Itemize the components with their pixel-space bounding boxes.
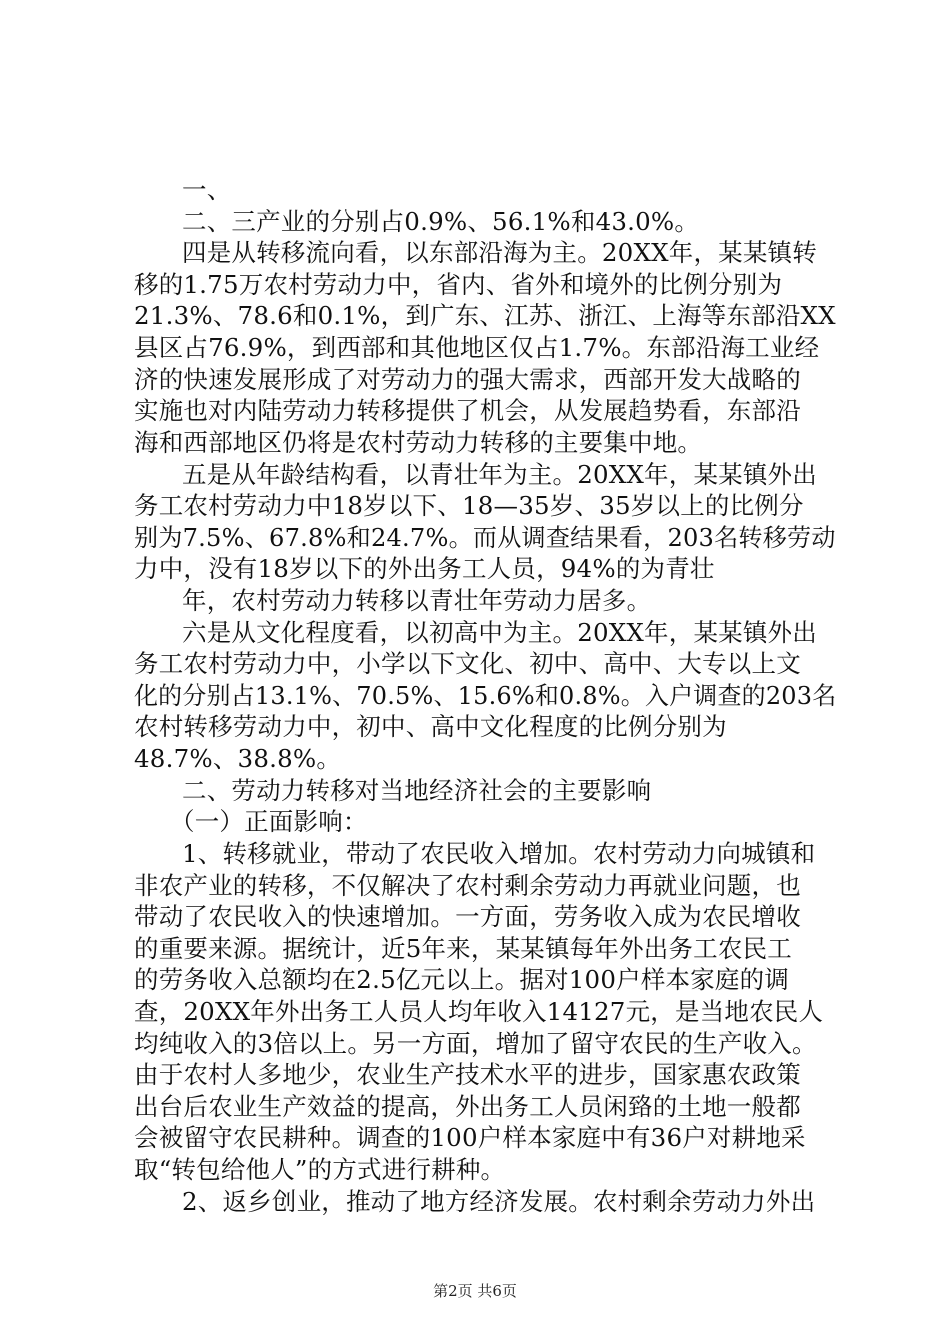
text-line: 实施也对内陆劳动力转移提供了机会，从发展趋势看，东部沿 [134, 396, 801, 425]
text-line: 济的快速发展形成了对劳动力的强大需求，西部开发大战略的 [134, 365, 801, 394]
text-line: 由于农村人多地少，农业生产技术水平的进步，国家惠农政策 [134, 1060, 801, 1089]
text-line: 海和西部地区仍将是农村劳动力转移的主要集中地。 [134, 428, 703, 457]
text-line: 带动了农民收入的快速增加。一方面，劳务收入成为农民增收 [134, 902, 801, 931]
text-line: 1、转移就业，带动了农民收入增加。农村劳动力向城镇和 [182, 839, 816, 868]
text-line: 会被留守农民耕种。调查的100户样本家庭中有36户对耕地采 [134, 1123, 806, 1152]
text-line: 查，20XX年外出务工人员人均年收入14127元，是当地农民人 [134, 997, 824, 1026]
text-line: 农村转移劳动力中，初中、高中文化程度的比例分别为 [134, 712, 727, 741]
text-line: 取“转包给他人”的方式进行耕种。 [134, 1155, 506, 1184]
section-heading: 二、劳动力转移对当地经济社会的主要影响 [182, 776, 652, 805]
text-line: 县区占76.9%，到西部和其他地区仅占1.7%。东部沿海工业经 [134, 333, 820, 362]
text-line: 出台后农业生产效益的提高，外出务工人员闲臵的土地一般都 [134, 1092, 801, 1121]
text-line: 一、 [182, 175, 232, 204]
text-line: 的重要来源。据统计，近5年来，某某镇每年外出务工农民工 [134, 934, 792, 963]
text-line: 二、三产业的分别占0.9%、56.1%和43.0%。 [182, 207, 700, 236]
text-line: 务工农村劳动力中18岁以下、18—35岁、35岁以上的比例分 [134, 491, 804, 520]
text-line: 均纯收入的3倍以上。另一方面，增加了留守农民的生产收入。 [134, 1029, 817, 1058]
text-line: 2、返乡创业，推动了地方经济发展。农村剩余劳动力外出 [182, 1187, 816, 1216]
text-line: 别为7.5%、67.8%和24.7%。而从调查结果看，203名转移劳动 [134, 523, 836, 552]
page-number-footer: 第2页 共6页 [433, 1282, 517, 1300]
text-line: 移的1.75万农村劳动力中，省内、省外和境外的比例分别为 [134, 270, 783, 299]
text-line: 化的分别占13.1%、70.5%、15.6%和0.8%。入户调查的203名 [134, 681, 837, 710]
text-line: 非农产业的转移，不仅解决了农村剩余劳动力再就业问题，也 [134, 871, 801, 900]
text-line: 务工农村劳动力中，小学以下文化、初中、高中、大专以上文 [134, 649, 801, 678]
text-line: 年，农村劳动力转移以青壮年劳动力居多。 [182, 586, 652, 615]
text-line: 六是从文化程度看，以初高中为主。20XX年，某某镇外出 [182, 618, 817, 647]
text-line: 四是从转移流向看，以东部沿海为主。20XX年，某某镇转 [182, 238, 817, 267]
text-line: 的劳务收入总额均在2.5亿元以上。据对100户样本家庭的调 [134, 965, 790, 994]
text-line: 48.7%、38.8%。 [134, 744, 342, 773]
subsection-heading: （一）正面影响： [170, 807, 368, 836]
text-line: 五是从年龄结构看，以青壮年为主。20XX年，某某镇外出 [182, 460, 817, 489]
text-line: 21.3%、78.6和0.1%，到广东、江苏、浙江、上海等东部沿XX [134, 301, 836, 330]
text-line: 力中，没有18岁以下的外出务工人员，94%的为青壮 [134, 554, 715, 583]
